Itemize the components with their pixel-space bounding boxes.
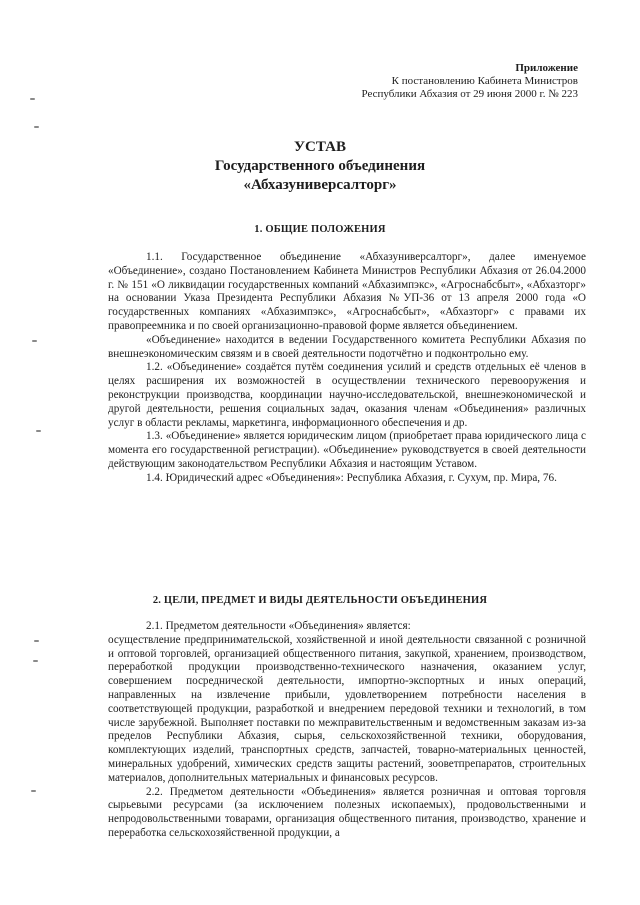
appendix-note <box>258 62 578 101</box>
section-body <box>108 620 586 841</box>
scan-mark <box>30 98 35 100</box>
scan-mark <box>36 430 41 432</box>
section-title: 2. ЦЕЛИ, ПРЕДМЕТ И ВИДЫ ДЕЯТЕЛЬНОСТИ ОБЪЕДИНЕНИЯ <box>152 595 488 606</box>
appendix-line: К постановлению Кабинета Министров <box>391 75 578 87</box>
paragraph: 2.1. Предметом деятельности «Объединения» является: <box>146 620 411 632</box>
title-line: «Абхазуниверсалторг» <box>243 177 397 193</box>
title-line: УСТАВ <box>294 139 346 155</box>
paragraph: 1.2. «Объединение» создаётся путём соединения усилий и средств отдельных её членов в целях расширения их возможностей в осуществлении технического перевооружения и реконструкции производства, координации научно-исследовательской, внешнеэкономической и другой деятельности, решения социальных задач, оказания членам «Объединения» различных услуг в области рекламы, маркетинга, информационного обеспечения и др. <box>108 361 586 429</box>
paragraph: 1.3. «Объединение» является юридическим лицом (приобретает права юридического лица с момента его государственной регистрации). «Объединение» руководствуется в своей деятельности действующим законодательством Республики Абхазия и настоящим Уставом. <box>108 430 586 470</box>
scan-mark <box>34 640 39 642</box>
section-body <box>108 251 586 486</box>
appendix-heading: Приложение <box>515 62 578 74</box>
paragraph: «Объединение» находится в ведении Государственного комитета Республики Абхазия по внешнеэкономическим связям и в своей деятельности подотчётно и подконтрольно ему. <box>108 333 586 360</box>
appendix-line: Республики Абхазия от 29 июня 2000 г. № 223 <box>361 88 578 100</box>
paragraph: 1.1. Государственное объединение «Абхазуниверсалторг», далее именуемое «Объединение», создано Постановлением Кабинета Министров Республики Абхазия от 26.04.2000 г. № 151 «О ликвидации государственных компаний «Абхазимпэкс», «Агроснабсбыт», «Абхазторг» на основании Указа Президента Республики Абхазия №УП-36 от 13 апреля 2000 года «О государственных компаниях «Абхазимпэкс», «Агроснабсбыт», «Абхазторг» с правами их правопреемника и по своей организационно-правовой форме является объединением. <box>108 251 586 332</box>
section-title: 1. ОБЩИЕ ПОЛОЖЕНИЯ <box>254 224 386 235</box>
scan-mark <box>31 790 36 792</box>
title-line: Государственного объединения <box>214 158 426 174</box>
document-title <box>100 138 540 195</box>
scan-mark <box>32 340 37 342</box>
paragraph: 1.4. Юридический адрес «Объединения»: Республика Абхазия, г. Сухум, пр. Мира, 76. <box>146 471 557 484</box>
paragraph: 2.2. Предметом деятельности «Объединения» является розничная и оптовая торговля сырьевыми ресурсами (за исключением полезных ископаемых), продовольственными и непродовольственными товарами, организация общественного питания, производство, хранение и переработка сельскохозяйственной продукции, а <box>108 785 586 839</box>
scan-mark <box>34 126 39 128</box>
scan-mark <box>33 660 38 662</box>
paragraph: осуществление предпринимательской, хозяйственной и иной деятельности связанной с розничной и оптовой торговлей, организацией общественного питания, закупкой, хранением, производством, переработкой продукции производственно-технического назначения, оказанием услуг, совершением посреднической деятельности, импортно-экспортных и иных операций, направленных на извлечение прибыли, удовлетворением потребности населения в соответствующей продукции, разработкой и внедрением передовой техники и технологий, в том числе зарубежной. Выполняет поставки по межправительственным и ведомственным заказам из-за пределов Республики Абхазия, сырья, сельскохозяйственной техники, оборудования, комплектующих изделий, транспортных средств, запчастей, товарно-материальных ценностей, минеральных удобрений, химических средств защиты растений, зооветпрепаратов, строительных материалов, дополнительных материальных и финансовых ресурсов. <box>108 633 586 784</box>
